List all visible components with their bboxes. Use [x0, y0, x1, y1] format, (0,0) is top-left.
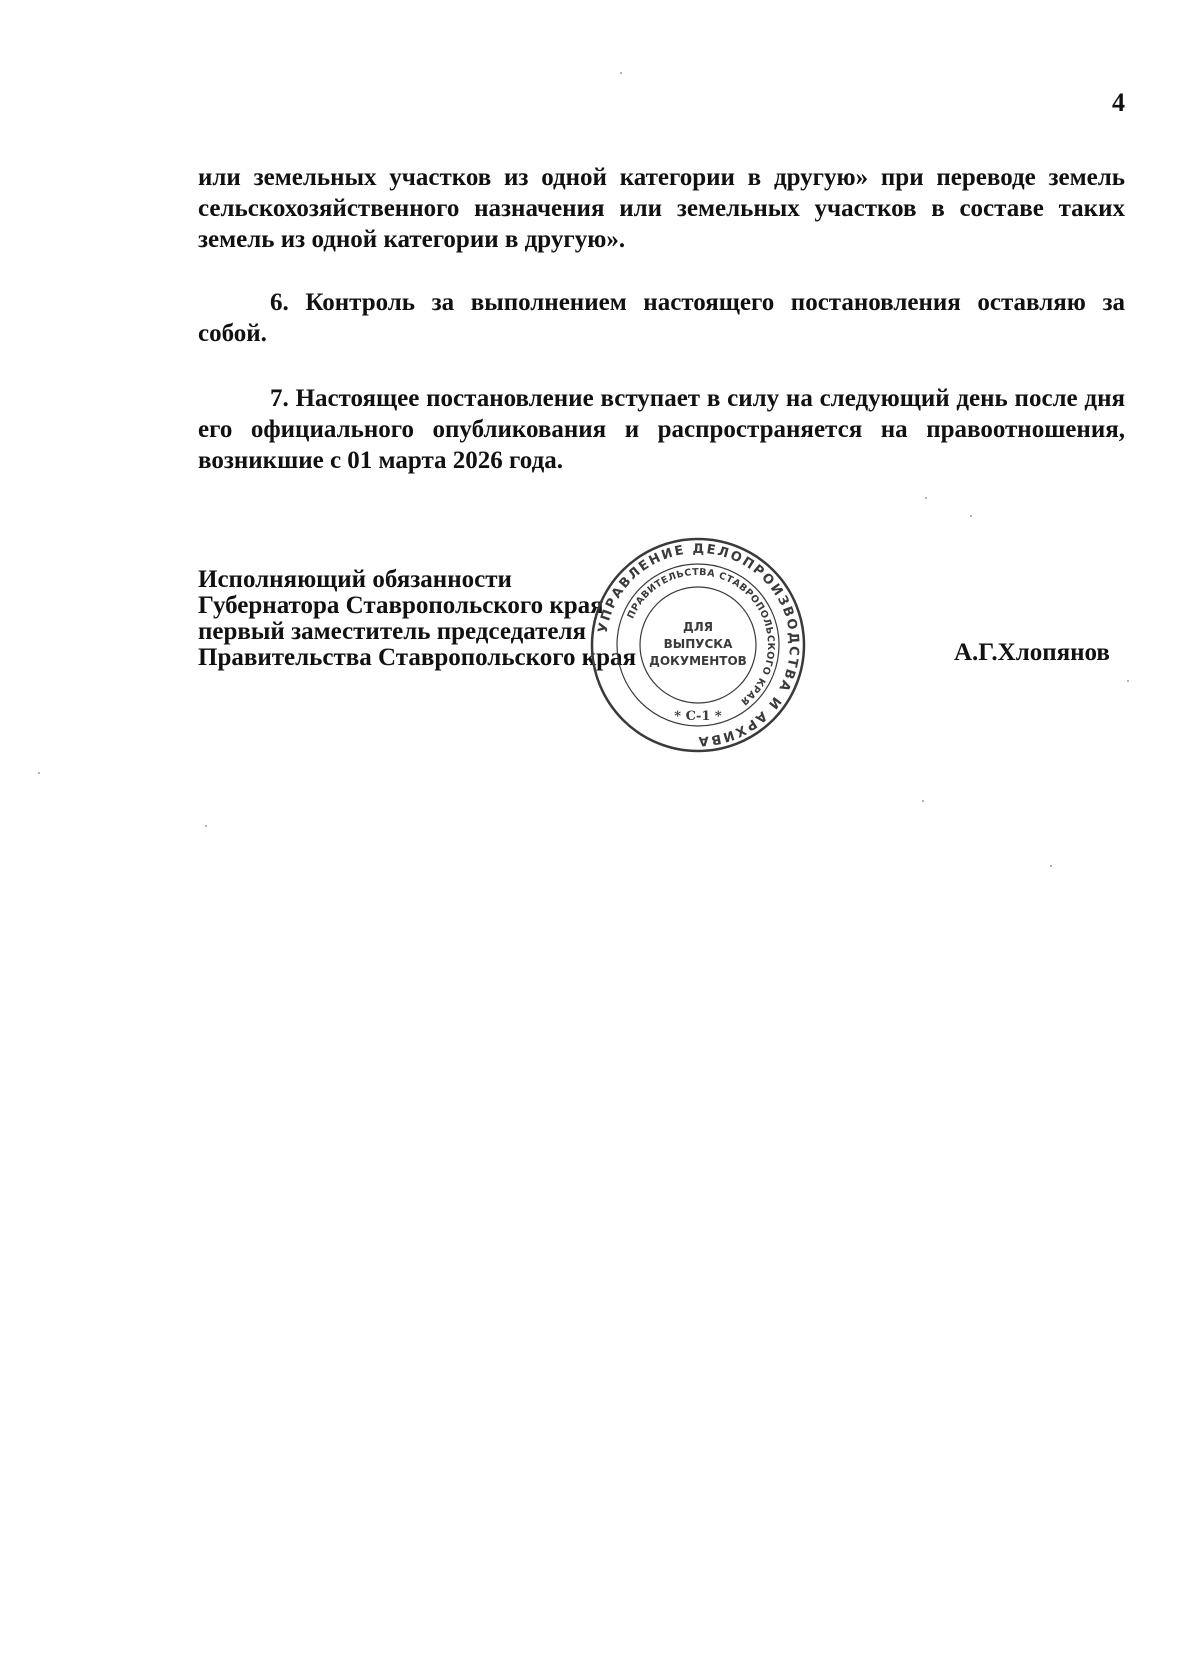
paragraph-item-6: 6. Контроль за выполнением настоящего постановления оставляю за собой. — [198, 289, 1125, 347]
page-number: 4 — [1112, 88, 1125, 117]
scan-speck — [620, 72, 622, 74]
scan-speck — [1127, 680, 1129, 682]
stamp-inner-ring-text: ПРАВИТЕЛЬСТВА СТАВРОПОЛЬСКОГО КРАЯ — [625, 566, 777, 708]
stamp-center-line-1: ДЛЯ — [683, 620, 713, 634]
scan-speck — [970, 515, 972, 517]
signer-title-line-1: Исполняющий обязанности — [198, 566, 512, 593]
scan-speck — [922, 800, 924, 802]
scan-speck — [205, 825, 207, 827]
scan-speck — [1050, 865, 1052, 867]
scan-speck — [925, 497, 927, 499]
signer-title-line-4: Правительства Ставропольского края — [198, 644, 637, 671]
official-seal-stamp — [588, 535, 808, 755]
stamp-code: * С-1 * — [674, 709, 722, 724]
stamp-outer-text: УПРАВЛЕНИЕ ДЕЛОПРОИЗВОДСТВА И АРХИВА — [595, 541, 802, 749]
signature-block — [198, 567, 636, 671]
paragraph-continuation: или земельных участков из одной категории в другую» при переводе земель сельскохозяйственного назначения или земельных участков в составе таких земель из одной категории в другую». — [198, 164, 1125, 253]
signer-title-line-3: первый заместитель председателя — [198, 618, 587, 645]
scan-speck — [38, 772, 40, 774]
stamp-center-line-3: ДОКУМЕНТОВ — [649, 654, 747, 668]
signer-name: А.Г.Хлопянов — [954, 639, 1110, 666]
paragraph-item-7: 7. Настоящее постановление вступает в силу на следующий день после дня его официального опубликования и распространяется на правоотношения, возникшие с 01 марта 2026 года. — [198, 385, 1125, 474]
stamp-center-line-2: ВЫПУСКА — [663, 637, 733, 651]
signer-title-line-2: Губернатора Ставропольского края — [198, 592, 604, 619]
